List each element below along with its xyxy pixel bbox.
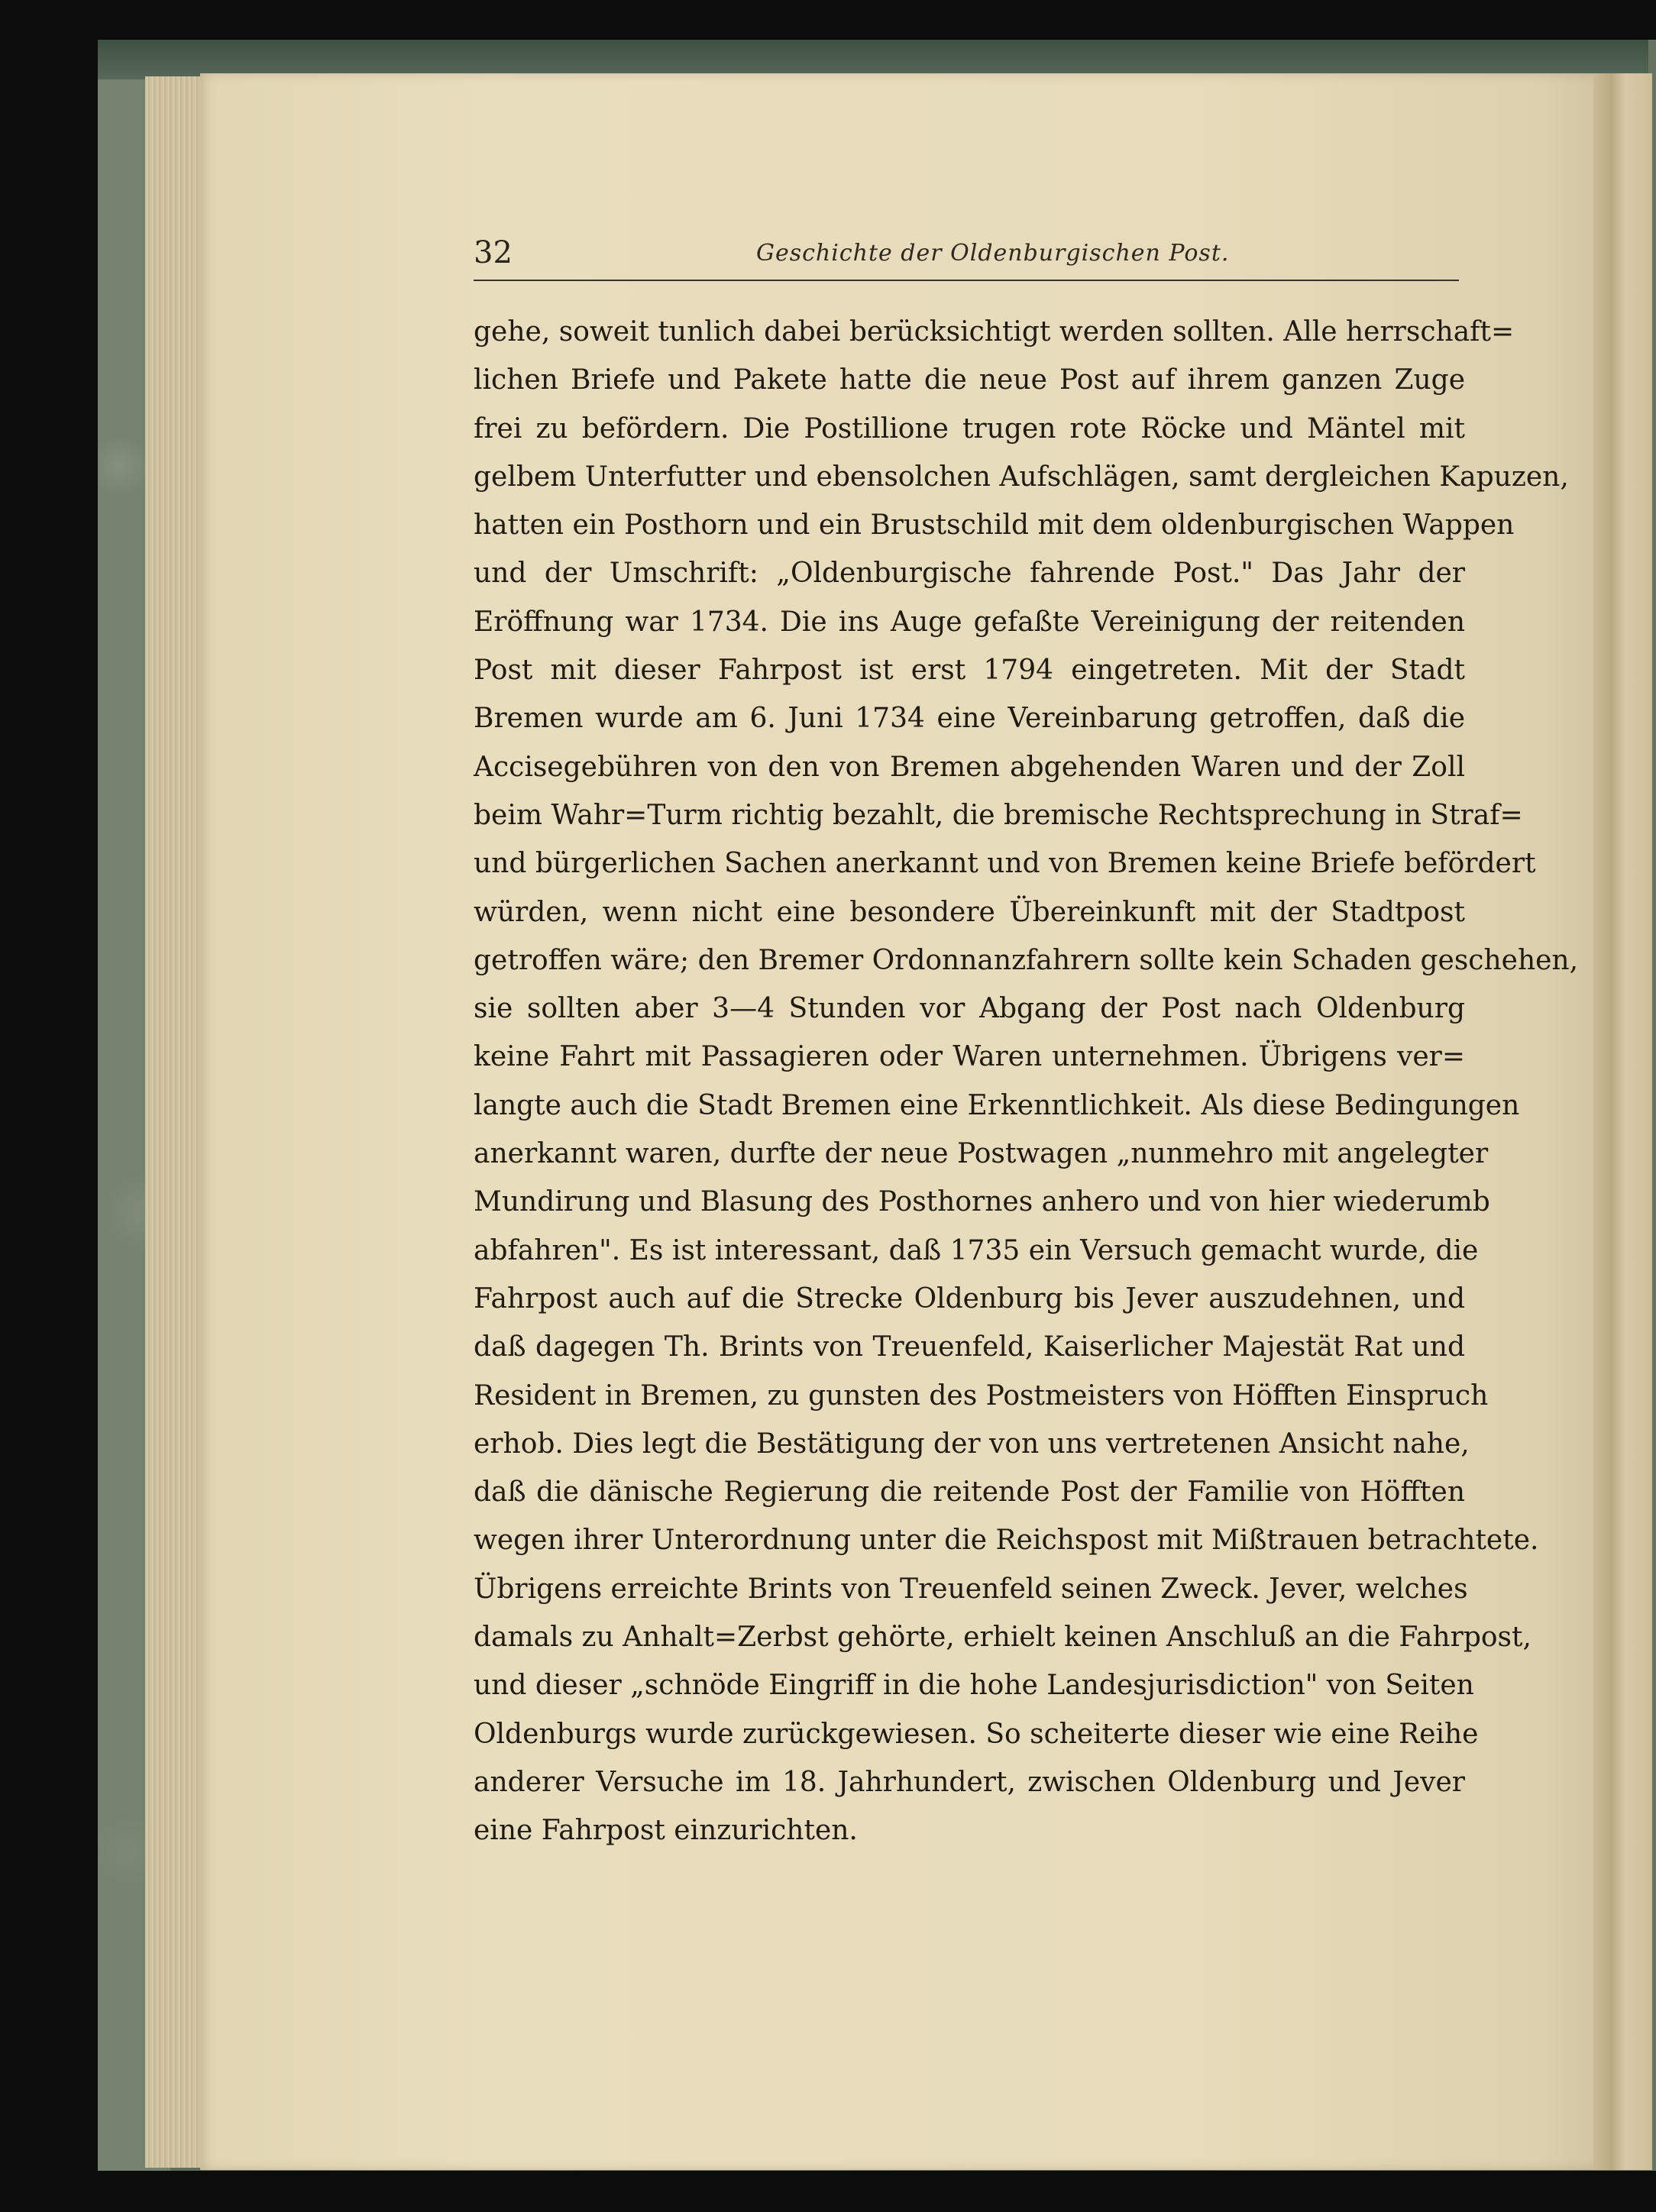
text-line: langte auch die Stadt Bremen eine Erkenntlichkeit. Als diese Bedingungen [474, 1089, 1520, 1121]
right-page-edge [1593, 73, 1652, 2170]
text-line: erhob. Dies legt die Bestätigung der von uns vertretenen Ansicht nahe, [474, 1428, 1470, 1460]
text-line: frei zu befördern. Die Postillione trugen rote Röcke und Mäntel mit [474, 412, 1465, 445]
text-line: daß die dänische Regierung die reitende Post der Familie von Höfften [474, 1476, 1465, 1509]
header-rule [474, 280, 1459, 281]
text-line: Accisegebühren von den von Bremen abgehenden Waren und der Zoll [474, 751, 1465, 783]
text-line: und der Umschrift: „Oldenburgische fahrende Post." Das Jahr der [474, 558, 1465, 590]
text-line: sie sollten aber 3—4 Stunden vor Abgang der Post nach Oldenburg [474, 993, 1465, 1025]
text-line: damals zu Anhalt=Zerbst gehörte, erhielt keinen Anschluß an die Fahrpost, [474, 1622, 1531, 1654]
text-line: Oldenburgs wurde zurückgewiesen. So scheiterte dieser wie eine Reihe [474, 1718, 1479, 1750]
text-line: keine Fahrt mit Passagieren oder Waren unternehmen. Übrigens ver= [474, 1041, 1465, 1073]
running-head [474, 235, 1451, 284]
text-line: Mundirung und Blasung des Posthornes anhero und von hier wiederumb [474, 1186, 1490, 1218]
text-line: Bremen wurde am 6. Juni 1734 eine Vereinbarung getroffen, daß die [474, 703, 1465, 735]
text-line: anerkannt waren, durfte der neue Postwagen „nunmehro mit angelegter [474, 1138, 1489, 1170]
text-line: Resident in Bremen, zu gunsten des Postmeisters von Höfften Einspruch [474, 1379, 1489, 1412]
text-line: lichen Briefe und Pakete hatte die neue Post auf ihrem ganzen Zuge [474, 364, 1465, 396]
text-line: wegen ihrer Unterordnung unter die Reichspost mit Mißtrauen betrachtete. [474, 1525, 1539, 1557]
text-line: gelbem Unterfutter und ebensolchen Aufschlägen, samt dergleichen Kapuzen, [474, 461, 1569, 493]
text-line: anderer Versuche im 18. Jahrhundert, zwischen Oldenburg und Jever [474, 1766, 1465, 1798]
body-text [474, 308, 1579, 1855]
text-line: getroffen wäre; den Bremer Ordonnanzfahrern sollte kein Schaden geschehen, [474, 944, 1579, 976]
text-line: und bürgerlichen Sachen anerkannt und von Bremen keine Briefe befördert [474, 848, 1536, 880]
text-line: daß dagegen Th. Brints von Treuenfeld, Kaiserlicher Majestät Rat und [474, 1331, 1465, 1363]
page-number: 32 [474, 235, 513, 270]
text-line: gehe, soweit tunlich dabei berücksichtigt werden sollten. Alle herrschaft= [474, 316, 1515, 348]
text-line: Eröffnung war 1734. Die ins Auge gefaßte Vereinigung der reitenden [474, 606, 1465, 638]
text-line: Post mit dieser Fahrpost ist erst 1794 eingetreten. Mit der Stadt [474, 655, 1465, 687]
text-line: hatten ein Posthorn und ein Brustschild mit dem oldenburgischen Wappen [474, 509, 1515, 542]
text-line: Übrigens erreichte Brints von Treuenfeld seinen Zweck. Jever, welches [474, 1573, 1468, 1605]
text-line: würden, wenn nicht eine besondere Übereinkunft mit der Stadtpost [474, 896, 1465, 928]
running-title: Geschichte der Oldenburgischen Post. [756, 240, 1230, 267]
text-line: abfahren". Es ist interessant, daß 1735 ein Versuch gemacht wurde, die [474, 1234, 1479, 1266]
text-line: Fahrpost auch auf die Strecke Oldenburg bis Jever auszudehnen, und [474, 1282, 1465, 1315]
text-line: beim Wahr=Turm richtig bezahlt, die bremische Rechtsprechung in Straf= [474, 799, 1523, 831]
text-line: eine Fahrpost einzurichten. [474, 1815, 858, 1847]
text-line: und dieser „schnöde Eingriff in die hohe Landesjurisdiction" von Seiten [474, 1670, 1474, 1702]
